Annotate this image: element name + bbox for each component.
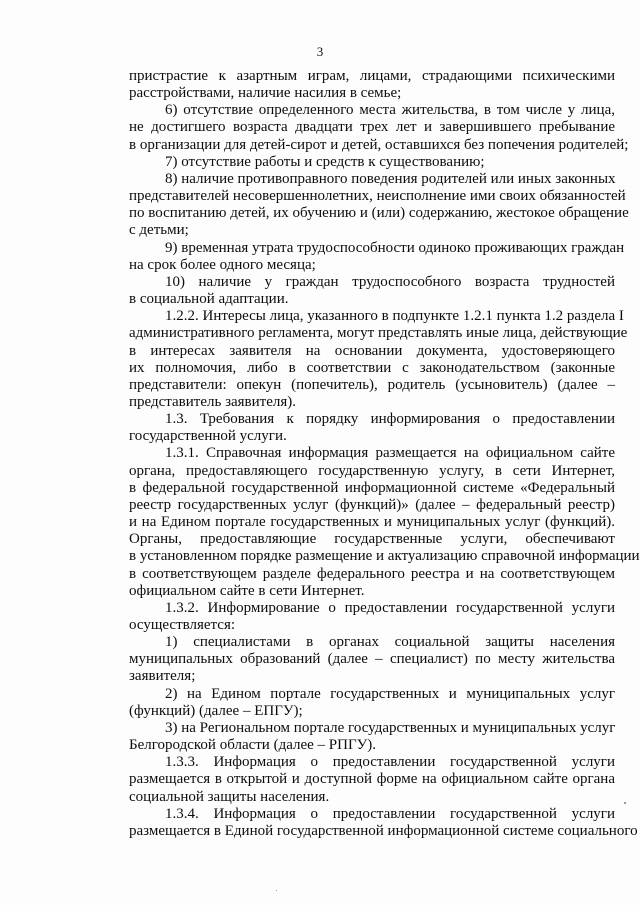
paragraph: [93, 154, 615, 171]
paragraph: [93, 634, 615, 685]
text-line: и на Едином портале государственных и муниципальных услуг (функций).: [129, 514, 615, 531]
text-line: в соответствующем разделе федерального реестра и на соответствующем: [129, 565, 615, 582]
text-line: социальной защиты населения.: [129, 788, 330, 805]
text-line: 2) на Едином портале государственных и муниципальных услуг: [165, 685, 615, 702]
text-line: заявителя;: [129, 668, 196, 685]
text-line: в организации для детей-сирот и детей, оставшихся без попечения родителей;: [129, 136, 629, 153]
text-line: представителей несовершеннолетних, неисполнение ими своих обязанностей: [129, 188, 626, 205]
text-line: Органы, предоставляющие государственные услуги, обеспечивают: [129, 531, 615, 548]
paragraph: [93, 308, 628, 411]
paragraph: [93, 102, 629, 153]
text-line: государственной услуги.: [129, 428, 287, 445]
paragraph: [93, 600, 615, 634]
text-line: муниципальных образований (далее – специалист) по месту жительства: [129, 651, 615, 668]
text-line: размещается в открытой и доступной форме на официальном сайте органа: [129, 771, 615, 788]
text-line: 1.3.2. Информирование о предоставлении государственной услуги: [165, 599, 615, 616]
text-line: 10) наличие у граждан трудоспособного возраста трудностей: [165, 273, 615, 290]
scan-speck: [624, 802, 626, 804]
text-line: представители: опекун (попечитель), родитель (усыновитель) (далее –: [129, 376, 615, 393]
text-line: 8) наличие противоправного поведения родителей или иных законных: [165, 170, 616, 187]
scan-speck: [276, 890, 277, 891]
paragraph: [93, 274, 615, 308]
text-line: представитель заявителя).: [129, 393, 297, 410]
text-line: органа, предоставляющего государственную услугу, в сети Интернет,: [129, 462, 615, 479]
text-line: пристрастие к азартным играм, лицами, страдающими психическими: [129, 68, 615, 84]
text-line: Белгородской области (далее – РПГУ).: [129, 737, 377, 754]
text-line: 1.3.1. Справочная информация размещается на официальном сайте: [165, 445, 615, 462]
text-line: с детьми;: [129, 222, 189, 239]
text-line: в интересах заявителя на основании документа, удостоверяющего: [129, 342, 615, 359]
paragraph: [93, 170, 629, 240]
text-line: (функций) (далее – ЕПГУ);: [129, 702, 303, 719]
paragraph: [93, 805, 638, 840]
paragraph: [93, 720, 615, 754]
text-line: в социальной адаптации.: [129, 291, 289, 308]
paragraph: [93, 686, 615, 720]
paragraph: [93, 754, 615, 805]
text-line: 6) отсутствие определенного места жительства, в том числе у лица,: [165, 102, 615, 119]
text-line: не достигшего возраста двадцати трех лет и завершившего пребывание: [129, 119, 615, 136]
text-line: 1.3. Требования к порядку информирования о предоставлении: [165, 411, 615, 428]
text-line: их полномочия, либо в соответствии с законодательством (законные: [129, 359, 615, 376]
text-line: 1.3.4. Информация о предоставлении государственной услуги: [165, 805, 615, 822]
paragraph: [93, 239, 625, 274]
text-line: осуществляется:: [129, 617, 236, 633]
text-line: 7) отсутствие работы и средств к существованию;: [165, 153, 485, 170]
document-body: [93, 68, 640, 840]
paragraph: [93, 411, 615, 445]
text-line: расстройствами, наличие насилия в семье;: [129, 85, 402, 102]
paragraph: [93, 445, 640, 599]
page-number: 3: [316, 44, 324, 59]
text-line: официальном сайте в сети Интернет.: [129, 582, 365, 599]
text-line: 1.3.3. Информация о предоставлении государственной услуги: [165, 754, 615, 771]
text-line: административного регламента, могут представлять иные лица, действующие: [129, 325, 628, 342]
text-line: размещается в Единой государственной информационной системе социального: [129, 822, 638, 839]
text-line: 9) временная утрата трудоспособности одиноко проживающих граждан: [165, 239, 625, 256]
text-line: в установленном порядке размещение и актуализацию справочной информации: [129, 548, 640, 565]
text-line: в федеральной государственной информационной системе «Федеральный: [129, 479, 615, 496]
text-line: по воспитанию детей, их обучению и (или) содержанию, жестокое обращение: [129, 205, 629, 222]
text-line: реестр государственных услуг (функций)» (далее – федеральный реестр): [129, 496, 615, 513]
text-line: 3) на Региональном портале государственных и муниципальных услуг: [165, 719, 616, 736]
text-line: 1.2.2. Интересы лица, указанного в подпункте 1.2.1 пункта 1.2 раздела I: [165, 308, 624, 325]
text-line: на срок более одного месяца;: [129, 256, 316, 273]
paragraph: [93, 68, 615, 102]
text-line: 1) специалистами в органах социальной защиты населения: [165, 634, 615, 651]
